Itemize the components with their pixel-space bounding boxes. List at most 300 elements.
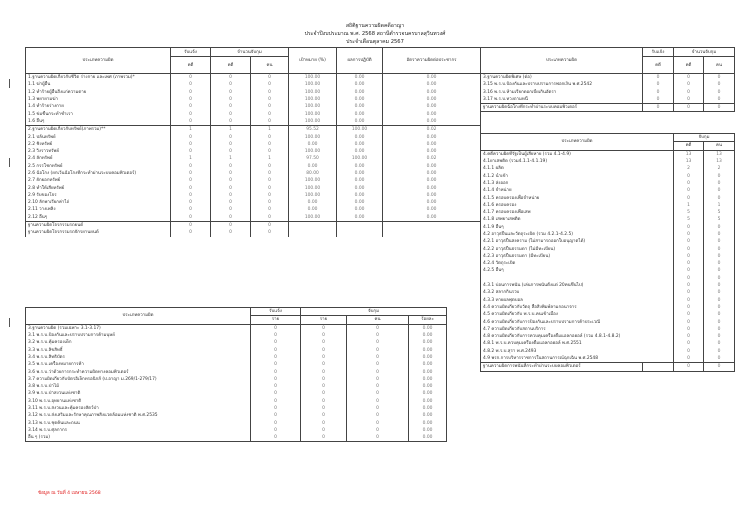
row-label: 2.1 ปล้นทรัพย์ xyxy=(26,133,171,140)
table-row xyxy=(26,141,481,148)
row-label: 4.1ยาเสพติด (รวม4.1.1-4.1.19) xyxy=(481,158,643,165)
table-row xyxy=(481,89,735,96)
percent: 0.00 xyxy=(409,412,447,419)
received-items: 0 xyxy=(251,354,301,361)
table-row xyxy=(26,361,481,368)
spacer xyxy=(447,398,481,405)
table-row xyxy=(481,224,735,231)
table-row xyxy=(26,133,481,140)
received-cases: 0 xyxy=(643,81,674,88)
table-row xyxy=(26,163,481,170)
col-arrest-header: จำนวนจับกุม xyxy=(211,48,289,57)
target-percent: 95.52 xyxy=(289,126,337,134)
result-percent: 0.00 xyxy=(337,206,383,213)
result-percent: 0.00 xyxy=(337,89,383,96)
table-row xyxy=(26,148,481,155)
arrest-persons: 0 xyxy=(251,229,289,236)
row-label: 3.7 ความผิดเกี่ยวกับบัตรอิเล็กทรอนิกส์ (ป.อาญา ม.269/1-279/17) xyxy=(26,376,251,383)
arrest-persons: 0 xyxy=(704,89,735,96)
arrest-persons: 0 xyxy=(704,224,735,231)
table-row xyxy=(26,103,481,110)
empty-cell xyxy=(643,326,674,333)
arrest-persons: 0 xyxy=(704,96,735,104)
arrest-cases: 0 xyxy=(211,81,251,88)
table-row xyxy=(26,89,481,96)
ratio-per-population: 0.00 xyxy=(383,110,481,117)
ratio-per-population: 0.00 xyxy=(383,148,481,155)
col-arrest-case-header: คดี xyxy=(211,57,251,74)
percent: 0.00 xyxy=(409,427,447,434)
arrest-cases: 0 xyxy=(674,187,704,194)
arrest-cases: 0 xyxy=(674,311,704,318)
table-row xyxy=(26,368,481,375)
received-cases: 0 xyxy=(171,214,211,222)
arrest-items: 0 xyxy=(301,383,347,390)
arrest-persons: 0 xyxy=(347,405,409,412)
row-label: 1.4 ทำร้ายร่างกาย xyxy=(26,103,171,110)
table-row xyxy=(26,96,481,103)
row-label: 4.8.2 พ.ร.บ.สุรา พ.ศ.2493 xyxy=(481,348,643,355)
ratio-per-population: 0.00 xyxy=(383,133,481,140)
percent: 0.00 xyxy=(409,383,447,390)
result-percent: 0.00 xyxy=(337,103,383,110)
arrest-persons: 0 xyxy=(347,412,409,419)
table-row xyxy=(481,238,735,245)
empty-cell xyxy=(643,289,674,296)
result-percent: 0.00 xyxy=(337,192,383,199)
row-label: ฐานความผิดโจรกรรมรถยนต์ xyxy=(26,221,171,229)
empty-cell xyxy=(643,260,674,267)
spacer xyxy=(447,419,481,426)
received-items: 0 xyxy=(251,427,301,434)
arrest-cases: 0 xyxy=(211,229,251,236)
ratio-per-population: 0.00 xyxy=(383,96,481,103)
arrest-cases: 13 xyxy=(674,158,704,165)
arrest-persons: 0 xyxy=(347,324,409,332)
spacer xyxy=(447,412,481,419)
t3-col-arrest-case-header: คดี xyxy=(674,57,704,74)
received-cases: 0 xyxy=(171,221,211,229)
row-label: 1.3 พยายามฆ่า xyxy=(26,96,171,103)
table-row xyxy=(481,96,735,104)
table-row xyxy=(26,192,481,199)
received-cases: 0 xyxy=(171,118,211,126)
row-label: อื่น ๆ (รวม) xyxy=(26,434,251,442)
row-label: 1.5 ข่มขืนกระทำชำเรา xyxy=(26,110,171,117)
table-row xyxy=(481,216,735,223)
result-percent: 100.00 xyxy=(337,126,383,134)
result-percent: 0.00 xyxy=(337,199,383,206)
table-row xyxy=(481,267,735,274)
row-label: 3.13 พ.ร.บ.ชุดค้นและถนน xyxy=(26,419,251,426)
arrest-persons: 0 xyxy=(347,339,409,346)
ratio-per-population: 0.00 xyxy=(383,118,481,126)
target-percent: 100.00 xyxy=(289,184,337,191)
arrest-persons: 0 xyxy=(251,199,289,206)
t4-col-type-header: ประเภทความผิด xyxy=(481,134,674,151)
t2-col-arrest-person-header: คน xyxy=(347,316,409,324)
arrest-cases: 0 xyxy=(211,199,251,206)
target-percent: 100.00 xyxy=(289,89,337,96)
arrest-cases: 0 xyxy=(674,304,704,311)
row-label: 4.4 ความผิดเกี่ยวกับวัตถุ สื่อสิ่งพิมพ์ลามกอนาจาร xyxy=(481,304,643,311)
empty-cell xyxy=(643,363,674,371)
ratio-per-population: 0.02 xyxy=(383,126,481,134)
table-row xyxy=(481,340,735,347)
arrest-persons: 0 xyxy=(704,304,735,311)
table-row xyxy=(481,81,735,88)
empty-cell xyxy=(643,180,674,187)
arrest-cases: 0 xyxy=(674,333,704,340)
row-label: 4.6 ความผิดเกี่ยวกับการป้องกันและปราบปรามการค้าประเวณี xyxy=(481,318,643,325)
received-cases: 0 xyxy=(171,103,211,110)
arrest-persons: 0 xyxy=(704,104,735,112)
row-label: 4.3.3 ทายผลฟุตบอล xyxy=(481,297,643,304)
table-row xyxy=(481,245,735,252)
arrest-cases: 1 xyxy=(674,202,704,209)
percent: 0.00 xyxy=(409,339,447,346)
arrest-cases: 0 xyxy=(674,245,704,252)
table-row xyxy=(481,187,735,194)
arrest-persons: 0 xyxy=(704,194,735,201)
row-label: 3.16 พ.ร.บ.ห้ามเรียกดอกเบี้ยเกินอัตรา xyxy=(481,89,643,96)
ratio-per-population: 0.00 xyxy=(383,206,481,213)
ratio-per-population: 0.00 xyxy=(383,103,481,110)
arrest-cases: 0 xyxy=(674,267,704,274)
table-row xyxy=(481,318,735,325)
table-row xyxy=(481,363,735,371)
arrest-persons: 0 xyxy=(251,74,289,82)
arrest-persons: 13 xyxy=(704,158,735,165)
result-percent: 0.00 xyxy=(337,177,383,184)
arrest-cases: 0 xyxy=(211,110,251,117)
arrest-persons: 0 xyxy=(251,192,289,199)
ratio-per-population xyxy=(383,229,481,236)
arrest-cases: 0 xyxy=(674,297,704,304)
received-cases: 0 xyxy=(171,192,211,199)
received-cases: 0 xyxy=(171,184,211,191)
t2-col-arrest-item-header: ราย xyxy=(301,316,347,324)
row-label: 4.2.5 อื่นๆ xyxy=(481,267,643,274)
margin-mark xyxy=(9,318,10,327)
col-ratio-header: อัตราความผิดต่อประชากร xyxy=(383,48,481,74)
ratio-per-population: 0.00 xyxy=(383,177,481,184)
target-percent: 100.00 xyxy=(289,81,337,88)
target-percent: 100.00 xyxy=(289,148,337,155)
arrest-cases: 0 xyxy=(211,103,251,110)
table-row xyxy=(481,180,735,187)
target-percent: 0.00 xyxy=(289,141,337,148)
arrest-items: 0 xyxy=(301,339,347,346)
row-label: 4.3.2 สลากกินรวบ xyxy=(481,289,643,296)
empty-cell xyxy=(643,340,674,347)
received-cases: 0 xyxy=(171,96,211,103)
arrest-persons: 0 xyxy=(704,245,735,252)
spacer xyxy=(447,427,481,434)
arrest-cases: 0 xyxy=(674,289,704,296)
target-percent xyxy=(289,229,337,236)
table-row xyxy=(481,158,735,165)
arrest-cases: 0 xyxy=(674,340,704,347)
table-row xyxy=(481,282,735,289)
report-subtitle: ประจำปีงบประมาณ พ.ศ. 2568 สถานีตำรวจนครบาลสุวินทวงศ์ xyxy=(304,31,446,37)
arrest-cases: 0 xyxy=(674,81,704,88)
received-items: 0 xyxy=(251,361,301,368)
arrest-persons: 0 xyxy=(704,180,735,187)
ratio-per-population: 0.00 xyxy=(383,74,481,82)
arrest-persons: 0 xyxy=(347,332,409,339)
ratio-per-population xyxy=(383,221,481,229)
percent: 0.00 xyxy=(409,368,447,375)
empty-cell xyxy=(643,253,674,260)
arrest-cases: 0 xyxy=(211,192,251,199)
arrest-cases: 0 xyxy=(211,177,251,184)
row-label: 2.7 ยักยอกทรัพย์ xyxy=(26,177,171,184)
arrest-persons: 0 xyxy=(704,340,735,347)
spacer xyxy=(447,332,481,339)
row-label: 3.15 พ.ร.บ.ป้องกันและปราบปรามการฟอกเงิน พ.ศ.2542 xyxy=(481,81,643,88)
report-period: ประจำเดือนตุลาคม 2567 xyxy=(346,39,404,45)
spacer xyxy=(447,354,481,361)
row-label: 4.2.3 อาวุธปืนธรรมดา (มีทะเบียน) xyxy=(481,253,643,260)
row-label: 4.2 อาวุธปืนและวัตถุระเบิด (รวม 4.2.1-4.2.5) xyxy=(481,231,643,238)
target-percent: 100.00 xyxy=(289,74,337,82)
received-cases: 1 xyxy=(171,155,211,162)
col-received-header: รับแจ้ง xyxy=(171,48,211,57)
result-percent: 0.00 xyxy=(337,110,383,117)
arrest-cases: 0 xyxy=(674,104,704,112)
empty-cell xyxy=(643,297,674,304)
row-label: 2.12 อื่นๆ xyxy=(26,214,171,222)
arrest-items: 0 xyxy=(301,376,347,383)
received-cases: 0 xyxy=(171,148,211,155)
arrest-persons: 0 xyxy=(704,289,735,296)
arrest-items: 0 xyxy=(301,368,347,375)
table-row xyxy=(26,206,481,213)
result-percent: 0.00 xyxy=(337,184,383,191)
row-label: 2.11 วางเพลิง xyxy=(26,206,171,213)
ratio-per-population: 0.00 xyxy=(383,214,481,222)
arrest-cases: 1 xyxy=(211,126,251,134)
arrest-persons: 0 xyxy=(251,110,289,117)
arrest-persons: 0 xyxy=(347,383,409,390)
target-percent: 100.00 xyxy=(289,110,337,117)
row-label: 3.10 พ.ร.บ.อุทยานแห่งชาติ xyxy=(26,398,251,405)
table-row xyxy=(26,118,481,126)
arrest-cases: 0 xyxy=(211,206,251,213)
t3-col-received-case-header: คดี xyxy=(643,57,674,74)
arrest-cases: 0 xyxy=(674,355,704,363)
arrest-cases: 0 xyxy=(674,194,704,201)
table-row xyxy=(481,202,735,209)
table-row xyxy=(26,199,481,206)
arrest-cases: 0 xyxy=(674,253,704,260)
t2-spacer xyxy=(447,308,481,325)
target-percent: 100.00 xyxy=(289,177,337,184)
row-label: 3.ฐานความผิด (รวมเฉพาะ 3.1-3.17) xyxy=(26,324,251,332)
arrest-persons: 0 xyxy=(704,333,735,340)
received-items: 0 xyxy=(251,332,301,339)
arrest-persons: 0 xyxy=(347,398,409,405)
table-row xyxy=(481,231,735,238)
target-percent: 100.00 xyxy=(289,103,337,110)
col-target-header: เป้าหมาย (%) xyxy=(289,48,337,74)
received-items: 0 xyxy=(251,368,301,375)
received-cases: 0 xyxy=(171,133,211,140)
row-label: 2.6 ฉ้อโกง (ยกเว้นฉ้อโกงที่กระทำผ่านระบบคอมพิวเตอร์) xyxy=(26,170,171,177)
empty-cell xyxy=(643,165,674,172)
ratio-per-population: 0.00 xyxy=(383,170,481,177)
percent: 0.00 xyxy=(409,332,447,339)
empty-cell xyxy=(643,172,674,179)
arrest-persons: 0 xyxy=(251,184,289,191)
row-label: 4.2.4 วัตถุระเบิด xyxy=(481,260,643,267)
arrest-persons: 2 xyxy=(704,165,735,172)
table-row xyxy=(26,412,481,419)
received-cases: 0 xyxy=(171,177,211,184)
arrest-persons: 0 xyxy=(704,253,735,260)
empty-cell xyxy=(643,216,674,223)
result-percent: 0.00 xyxy=(337,81,383,88)
percent: 0.00 xyxy=(409,354,447,361)
empty-cell xyxy=(643,355,674,363)
arrest-cases: 0 xyxy=(211,133,251,140)
arrest-cases: 0 xyxy=(674,348,704,355)
row-label: 1.ฐานความผิดเกี่ยวกับชีวิต ร่างกาย และเพศ (ภาพรวม)* xyxy=(26,74,171,82)
col-arrest-person-header: คน xyxy=(251,57,289,74)
arrest-cases: 0 xyxy=(674,180,704,187)
table-row xyxy=(26,214,481,222)
table-row xyxy=(481,253,735,260)
target-percent: 100.00 xyxy=(289,96,337,103)
row-label: 4.7 ความผิดเกี่ยวกับสถานบริการ xyxy=(481,326,643,333)
percent: 0.00 xyxy=(409,324,447,332)
empty-cell xyxy=(643,318,674,325)
table-row xyxy=(26,229,481,236)
row-label: 3.2 พ.ร.บ.คุ้มครองเด็ก xyxy=(26,339,251,346)
empty-cell xyxy=(643,348,674,355)
table-row xyxy=(481,289,735,296)
arrest-items: 0 xyxy=(301,332,347,339)
row-label: 4.1.6 ครอบครอง xyxy=(481,202,643,209)
arrest-cases: 0 xyxy=(674,326,704,333)
table-row xyxy=(26,177,481,184)
result-percent: 0.00 xyxy=(337,133,383,140)
row-label: 2.10 ลักพาเรียกค่าไถ่ xyxy=(26,199,171,206)
table-row xyxy=(26,434,481,442)
arrest-persons: 0 xyxy=(347,346,409,353)
arrest-cases: 13 xyxy=(674,150,704,158)
received-items: 0 xyxy=(251,412,301,419)
row-label: 1.1 ฆ่าผู้อื่น xyxy=(26,81,171,88)
empty-cell xyxy=(643,209,674,216)
arrest-cases: 0 xyxy=(211,118,251,126)
empty-cell xyxy=(643,158,674,165)
received-cases: 0 xyxy=(171,206,211,213)
report-title: สถิติฐานความผิดคดีอาญา xyxy=(345,23,405,29)
row-label: 3.1 พ.ร.บ.ป้องกันและปราบปรามการค้ามนุษย์ xyxy=(26,332,251,339)
received-cases: 0 xyxy=(643,96,674,104)
t2-col-percent-header: ร้อยละ xyxy=(409,316,447,324)
row-label: 3.9 พ.ร.บ.ป่าสงวนแห่งชาติ xyxy=(26,390,251,397)
received-cases: 1 xyxy=(171,126,211,134)
spacer xyxy=(447,324,481,332)
spacer xyxy=(447,339,481,346)
table-row xyxy=(481,326,735,333)
data-date-footnote: ข้อมูล ณ วันที่ 4 เมษายน 2568 xyxy=(38,491,101,496)
arrest-persons: 0 xyxy=(251,206,289,213)
crime-table-1 xyxy=(25,47,481,237)
arrest-items: 0 xyxy=(301,412,347,419)
table-row xyxy=(26,170,481,177)
target-percent: 100.00 xyxy=(289,118,337,126)
target-percent: 0.00 xyxy=(289,163,337,170)
table-row xyxy=(26,376,481,383)
target-percent: 100.00 xyxy=(289,214,337,222)
table-row xyxy=(481,150,735,158)
row-label: 2.3 วิ่งราวทรัพย์ xyxy=(26,148,171,155)
row-label: 3.6 พ.ร.บ.ว่าด้วยการกระทำความผิดทางคอมพิวเตอร์ xyxy=(26,368,251,375)
row-label: 4.1.2 นำเข้า xyxy=(481,172,643,179)
arrest-persons: 0 xyxy=(347,354,409,361)
result-percent: 0.00 xyxy=(337,170,383,177)
result-percent: 0.00 xyxy=(337,118,383,126)
arrest-persons: 0 xyxy=(251,170,289,177)
arrest-cases: 0 xyxy=(211,148,251,155)
result-percent: 0.00 xyxy=(337,163,383,170)
t4-col-case-header: คดี xyxy=(674,142,704,150)
row-label: 4.8.1 พ.ร.บ.ควบคุมเครื่องดื่มแอลกอฮอล์ พ.ศ.2551 xyxy=(481,340,643,347)
arrest-persons: 0 xyxy=(251,141,289,148)
row-label: 4.1.4 จำหน่าย xyxy=(481,187,643,194)
table-row xyxy=(26,398,481,405)
percent: 0.00 xyxy=(409,434,447,442)
spacer xyxy=(447,383,481,390)
empty-cell xyxy=(643,150,674,158)
result-percent: 100.00 xyxy=(337,155,383,162)
received-cases: 0 xyxy=(171,163,211,170)
arrest-items: 0 xyxy=(301,354,347,361)
ratio-per-population: 0.00 xyxy=(383,192,481,199)
margin-mark xyxy=(9,79,10,88)
ratio-per-population: 0.00 xyxy=(383,199,481,206)
arrest-persons: 0 xyxy=(704,363,735,371)
table-row xyxy=(481,74,735,82)
arrest-persons: 0 xyxy=(251,221,289,229)
spacer xyxy=(447,368,481,375)
arrest-cases: 0 xyxy=(674,231,704,238)
row-label: 3.14 พ.ร.บ.ศุลกากร xyxy=(26,427,251,434)
received-items: 0 xyxy=(251,434,301,442)
col-type-header: ประเภทความผิด xyxy=(26,48,171,74)
row-label: 3.4 พ.ร.บ.สิทธิบัตร xyxy=(26,354,251,361)
t3-col-type-header: ประเภทความผิด xyxy=(481,48,643,74)
arrest-persons: 0 xyxy=(347,376,409,383)
empty-cell xyxy=(643,304,674,311)
table-row xyxy=(26,332,481,339)
t4-col-arrest-header: จับกุม xyxy=(674,134,735,142)
table-row xyxy=(481,194,735,201)
arrest-persons: 0 xyxy=(704,187,735,194)
empty-cell xyxy=(643,311,674,318)
arrest-items: 0 xyxy=(301,419,347,426)
table-row xyxy=(26,405,481,412)
row-label: 1.2 ทำร้ายผู้อื่นถึงแก่ความตาย xyxy=(26,89,171,96)
arrest-persons: 0 xyxy=(704,348,735,355)
table-row xyxy=(26,383,481,390)
row-label: 4.1.9 อื่นๆ xyxy=(481,224,643,231)
table-row xyxy=(26,126,481,134)
